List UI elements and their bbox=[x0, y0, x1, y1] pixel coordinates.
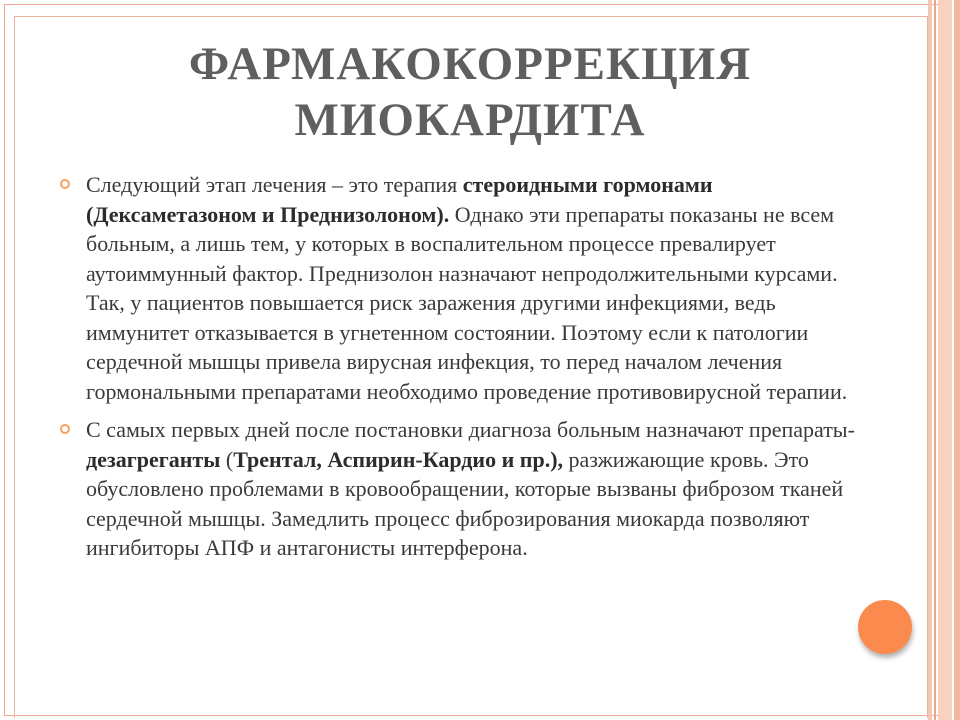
ring-bullet-icon bbox=[60, 424, 70, 434]
bullet-text: Однако эти препараты показаны не всем больным, а лишь тем, у которых в воспалительном процессе превалирует аутоиммунный фактор. Преднизолон назначают непродолжительными курсами. Так, у пациентов повышается риск заражения другими инфекциями, ведь иммунитет отказывается в угнетенном состоянии. Поэтому если к патологии сердечной мышцы привела вирусная инфекция, то перед началом лечения гормональными препаратами необходимо проведение противовирусной терапии. bbox=[86, 201, 848, 404]
side-stripe bbox=[938, 0, 952, 720]
bullet-text: разжижающие кровь. Это обусловлено проблемами в кровообращении, которые вызваны фиброзом тканей сердечной мышцы. Замедлить процесс фиброзирования миокарда позволяют ингибиторы АПФ и антагонисты интерферона. bbox=[86, 446, 844, 560]
bullet-text: Следующий этап лечения – это терапия bbox=[86, 172, 463, 197]
bullet-emphasis: дезагреганты bbox=[86, 446, 221, 472]
slide-content bbox=[60, 170, 880, 572]
orange-circle-icon bbox=[858, 600, 912, 654]
side-stripe bbox=[928, 0, 932, 720]
slide-title-line-1: ФАРМАКОКОРРЕКЦИЯ bbox=[188, 38, 752, 90]
bullet-emphasis: Трентал, Аспирин-Кардио и пр.), bbox=[233, 446, 564, 472]
bullet-text: С самых первых дней после постановки диагноза больным назначают препараты- bbox=[86, 417, 855, 442]
ring-bullet-icon bbox=[60, 179, 70, 189]
bullet-item-2 bbox=[60, 415, 880, 563]
bullet-emphasis: стероидными гормонами (Дексаметазоном и Преднизолоном). bbox=[86, 172, 713, 227]
bullet-text: ( bbox=[220, 446, 234, 472]
bullet-item-1 bbox=[60, 170, 880, 406]
side-stripe bbox=[934, 0, 936, 720]
slide-title bbox=[60, 36, 880, 148]
side-stripe bbox=[954, 0, 960, 720]
slide-title-line-2: МИОКАРДИТА bbox=[294, 94, 646, 146]
